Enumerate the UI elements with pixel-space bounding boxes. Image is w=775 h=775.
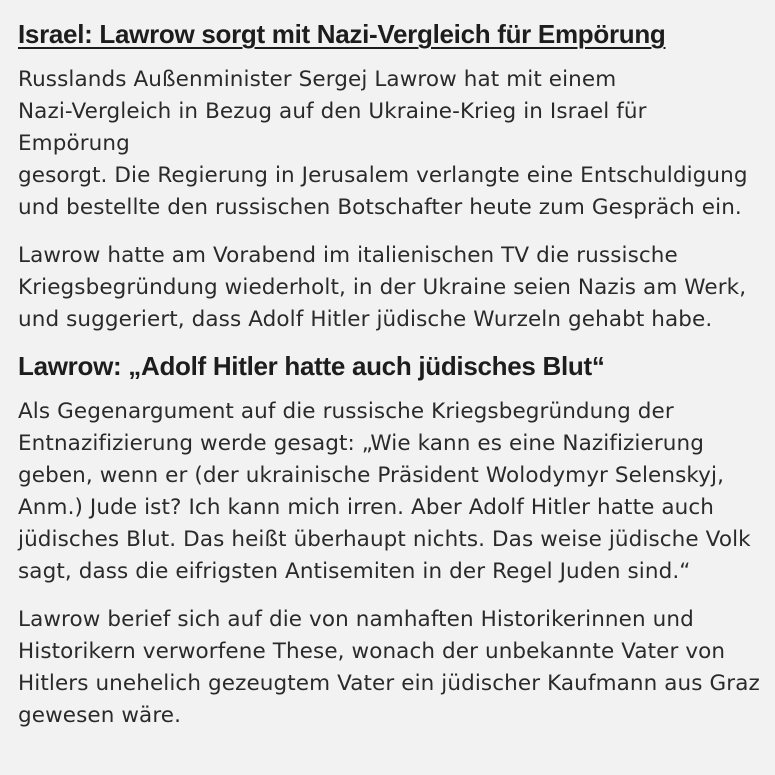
paragraph-line: Als Gegenargument auf die russische Kriegsbegründung der [18,399,674,424]
paragraph-line: Nazi-Vergleich in Bezug auf den Ukraine-Krieg in Israel für Empörung [18,99,647,156]
paragraph-line: Entnazifizierung werde gesagt: „Wie kann es eine Nazifizierung [18,431,704,456]
paragraph-line: jüdisches Blut. Das heißt überhaupt nichts. Das weise jüdische Volk [18,527,751,552]
paragraph-line: Russlands Außenminister Sergej Lawrow hat mit einem [18,67,617,92]
paragraph-line: Lawrow berief sich auf die von namhaften Historikerinnen und [18,607,694,632]
paragraph-line: sagt, dass die eifrigsten Antisemiten in der Regel Juden sind.“ [18,559,691,584]
paragraph-line: gesorgt. Die Regierung in Jerusalem verlangte eine Entschuldigung [18,163,748,188]
paragraph-line: Anm.) Jude ist? Ich kann mich irren. Aber Adolf Hitler hatte auch [18,495,715,520]
paragraph-line: gewesen wäre. [18,703,182,728]
paragraph-line: Lawrow hatte am Vorabend im italienischen TV die russische [18,243,678,268]
paragraph-line: Kriegsbegründung wiederholt, in der Ukraine seien Nazis am Werk, [18,275,747,300]
headline-link[interactable]: Israel: Lawrow sorgt mit Nazi-Vergleich für Empörung [18,19,666,49]
paragraph-3 [18,396,765,588]
paragraph-2 [18,240,765,336]
paragraph-1 [18,64,765,224]
paragraph-line: geben, wenn er (der ukrainische Präsident Wolodymyr Selenskyj, [18,463,725,488]
paragraph-line: und bestellte den russischen Botschafter heute zum Gespräch ein. [18,195,742,220]
paragraph-4 [18,604,765,732]
section-subheading: Lawrow: „Adolf Hitler hatte auch jüdisches Blut“ [18,351,605,381]
article-headline[interactable] [18,16,765,52]
paragraph-line: Hitlers unehelich gezeugtem Vater ein jüdischer Kaufmann aus Graz [18,671,760,696]
paragraph-line: Historikern verworfene These, wonach der unbekannte Vater von [18,639,726,664]
paragraph-line: und suggeriert, dass Adolf Hitler jüdische Wurzeln gehabt habe. [18,307,713,332]
